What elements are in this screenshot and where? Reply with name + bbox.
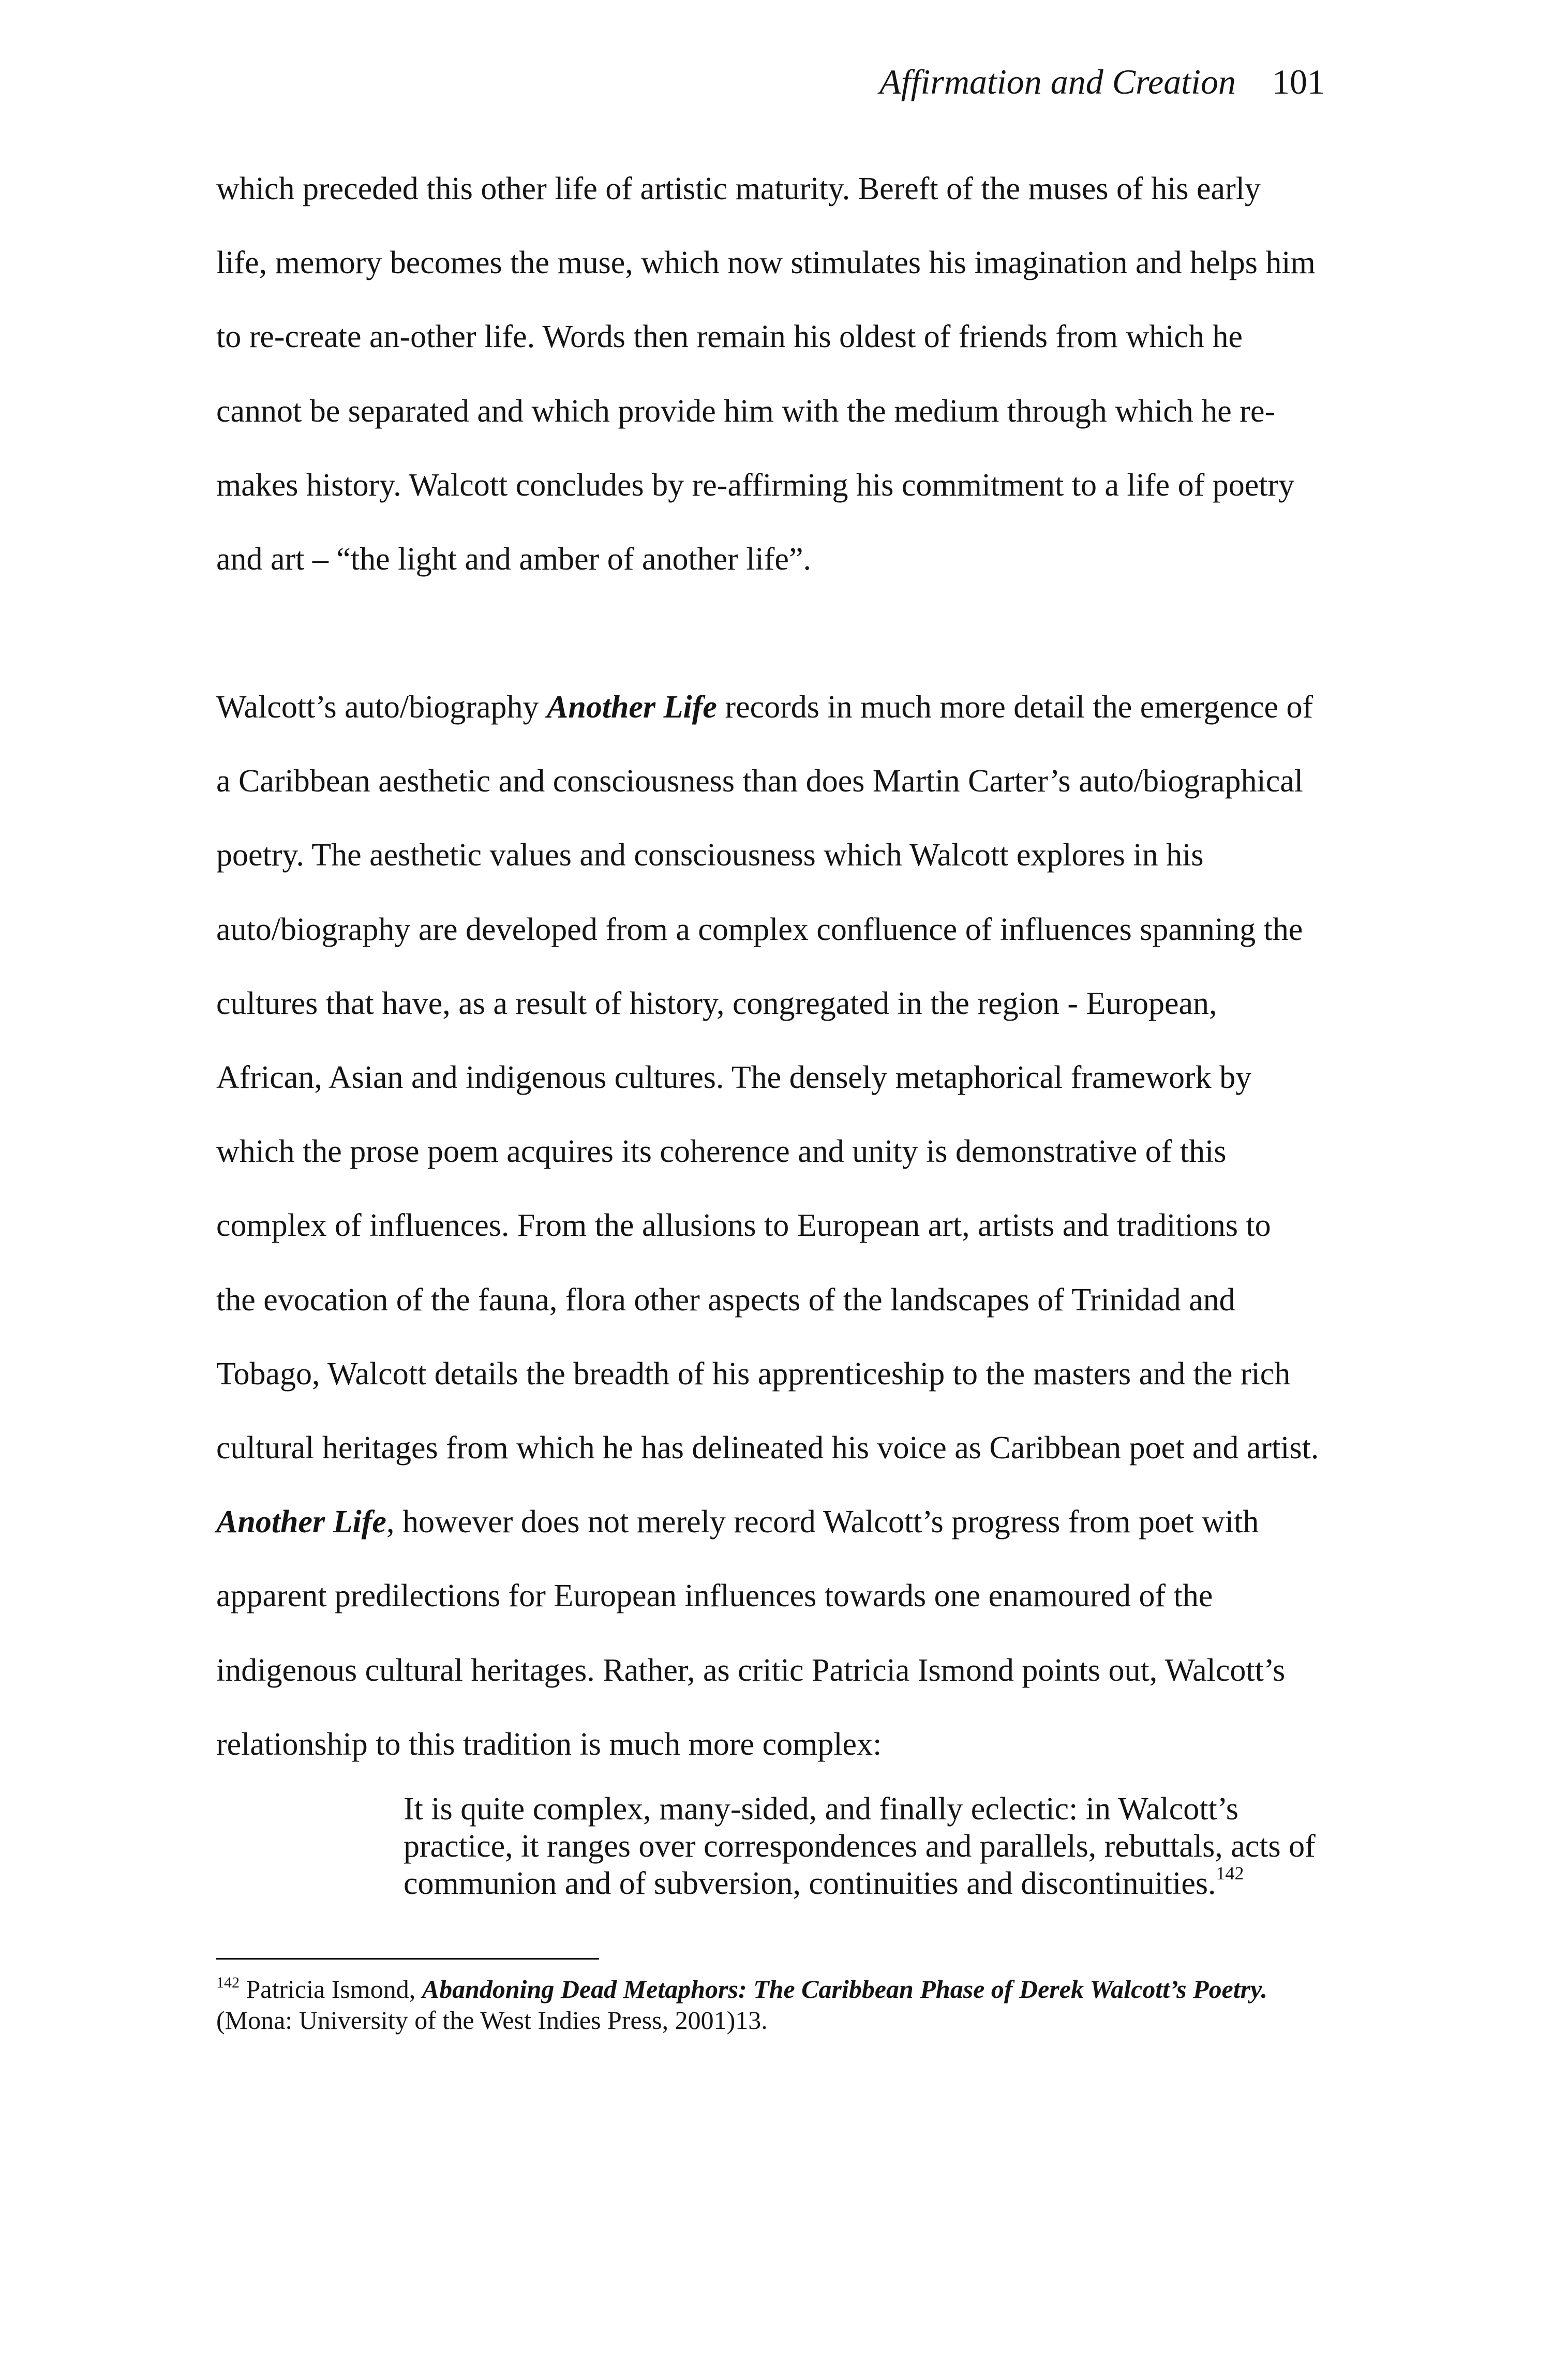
page-number: 101 xyxy=(1272,62,1325,101)
text-line: which the prose poem acquires its coherence and unity is demonstrative of this xyxy=(216,1134,1227,1170)
quote-line: practice, it ranges over correspondences and parallels, rebuttals, acts of xyxy=(404,1829,1316,1864)
text-line: cannot be separated and which provide him with the medium through which he re- xyxy=(216,393,1276,429)
text-line: to re-create an-other life. Words then remain his oldest of friends from which he xyxy=(216,319,1243,355)
text-line: cultures that have, as a result of history, congregated in the region - European, xyxy=(216,985,1217,1021)
text-line: indigenous cultural heritages. Rather, as critic Patricia Ismond points out, Walcott’s xyxy=(216,1652,1286,1688)
quote-line: It is quite complex, many-sided, and finally eclectic: in Walcott’s xyxy=(404,1791,1239,1827)
text-line: Tobago, Walcott details the breadth of his apprenticeship to the masters and the rich xyxy=(216,1356,1291,1392)
text-line: the evocation of the fauna, flora other aspects of the landscapes of Trinidad and xyxy=(216,1282,1235,1318)
text-line: makes history. Walcott concludes by re-affirming his commitment to a life of poetry xyxy=(216,467,1295,503)
text-segment: Walcott’s auto/biography xyxy=(216,690,547,725)
book-title: Another Life xyxy=(216,1504,386,1540)
text-line: a Caribbean aesthetic and consciousness than does Martin Carter’s auto/biographical xyxy=(216,764,1304,799)
text-line xyxy=(216,1485,1339,1559)
text-line: poetry. The aesthetic values and consciousness which Walcott explores in his xyxy=(216,838,1204,873)
footnote-author: Patricia Ismond, xyxy=(240,1975,422,2004)
running-head xyxy=(879,61,1325,102)
quote-text: communion and of subversion, continuities and discontinuities. xyxy=(404,1866,1216,1901)
text-line: auto/biography are developed from a complex confluence of influences spanning the xyxy=(216,911,1303,947)
paragraph-1 xyxy=(216,152,1339,596)
footnote-142 xyxy=(216,1974,1354,2036)
text-line xyxy=(216,670,1339,744)
text-segment: records in much more detail the emergence of xyxy=(716,690,1313,725)
footnote-title: Abandoning Dead Metaphors: The Caribbean Phase of Derek Walcott’s Poetry. xyxy=(422,1975,1267,2004)
text-segment: , however does not merely record Walcott’s progress from poet with xyxy=(386,1504,1259,1540)
text-line: cultural heritages from which he has delineated his voice as Caribbean poet and artist. xyxy=(216,1430,1319,1466)
quote-line xyxy=(404,1865,1361,1902)
running-head-title: Affirmation and Creation xyxy=(879,62,1236,101)
footnote-number: 142 xyxy=(216,1974,240,1991)
text-line: life, memory becomes the muse, which now stimulates his imagination and helps him xyxy=(216,245,1316,281)
paragraph-2 xyxy=(216,670,1339,1782)
footnote-divider xyxy=(216,1958,599,1960)
text-line: apparent predilections for European influences towards one enamoured of the xyxy=(216,1578,1213,1614)
text-line: African, Asian and indigenous cultures. The densely metaphorical framework by xyxy=(216,1060,1252,1096)
text-line: complex of influences. From the allusions to European art, artists and traditions to xyxy=(216,1208,1271,1244)
text-line: and art – “the light and amber of another life”. xyxy=(216,542,811,577)
text-line: relationship to this tradition is much more complex: xyxy=(216,1726,882,1762)
footnote-line: (Mona: University of the West Indies Press, 2001)13. xyxy=(216,2006,768,2035)
text-line: which preceded this other life of artistic maturity. Bereft of the muses of his early xyxy=(216,171,1261,206)
block-quote xyxy=(404,1790,1361,1902)
footnote-line xyxy=(216,1974,1354,2005)
footnote-reference[interactable]: 142 xyxy=(1216,1863,1244,1884)
book-title: Another Life xyxy=(546,690,717,725)
